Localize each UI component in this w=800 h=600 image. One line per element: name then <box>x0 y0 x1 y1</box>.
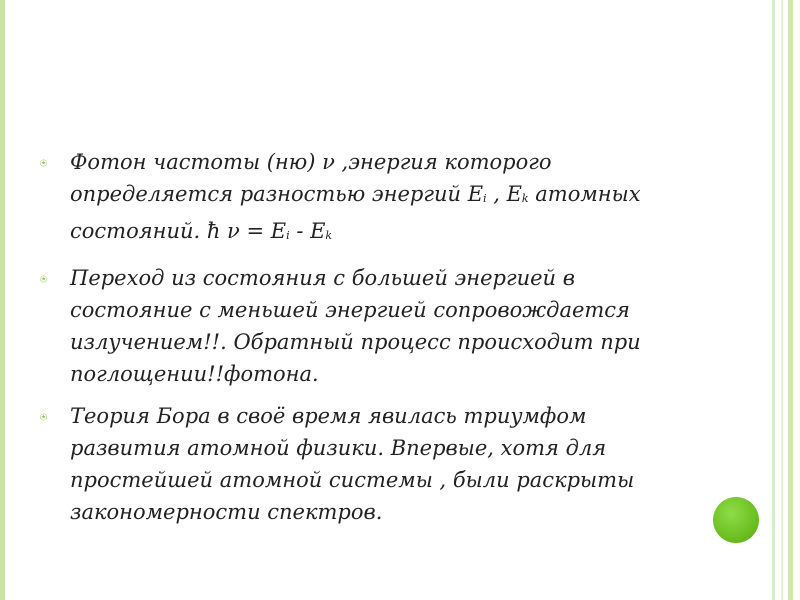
text-line: Теория Бора в своё время явилась триумфом <box>70 404 587 428</box>
paragraph-transition <box>40 262 680 390</box>
bullet-icon: ⍟ <box>40 272 48 286</box>
paragraph-text <box>70 262 641 390</box>
text-line: состояний. ħ ν = Ei - Ek <box>70 219 333 243</box>
text-line: поглощении!!фотона. <box>70 362 319 386</box>
right-frame-line-thin <box>781 0 783 600</box>
bullet-icon: ⍟ <box>40 410 48 424</box>
text-line: Фотон частоты (ню) ν ,энергия которого <box>70 150 552 174</box>
bullet-icon: ⍟ <box>40 156 48 170</box>
text-line: простейшей атомной системы , были раскрыты <box>70 468 635 492</box>
paragraph-text <box>70 400 634 528</box>
text-line: закономерности спектров. <box>70 500 383 524</box>
text-line: определяется разностью энергий Ei , Ek атомных <box>70 182 641 206</box>
text-line: Переход из состояния с большей энергией в <box>70 266 575 290</box>
right-frame-line-inner <box>772 0 775 600</box>
text-line: состояние с меньшей энергией сопровождается <box>70 298 630 322</box>
slide-body <box>40 146 680 538</box>
text-line: излучением!!. Обратный процесс происходит при <box>70 330 641 354</box>
paragraph-bohr-theory <box>40 400 680 528</box>
left-frame-border <box>0 0 5 600</box>
right-frame-border <box>788 0 793 600</box>
paragraph-photon <box>40 146 680 252</box>
green-circle-decoration <box>713 497 759 543</box>
text-line: развития атомной физики. Впервые, хотя для <box>70 436 607 460</box>
paragraph-text <box>70 146 641 252</box>
